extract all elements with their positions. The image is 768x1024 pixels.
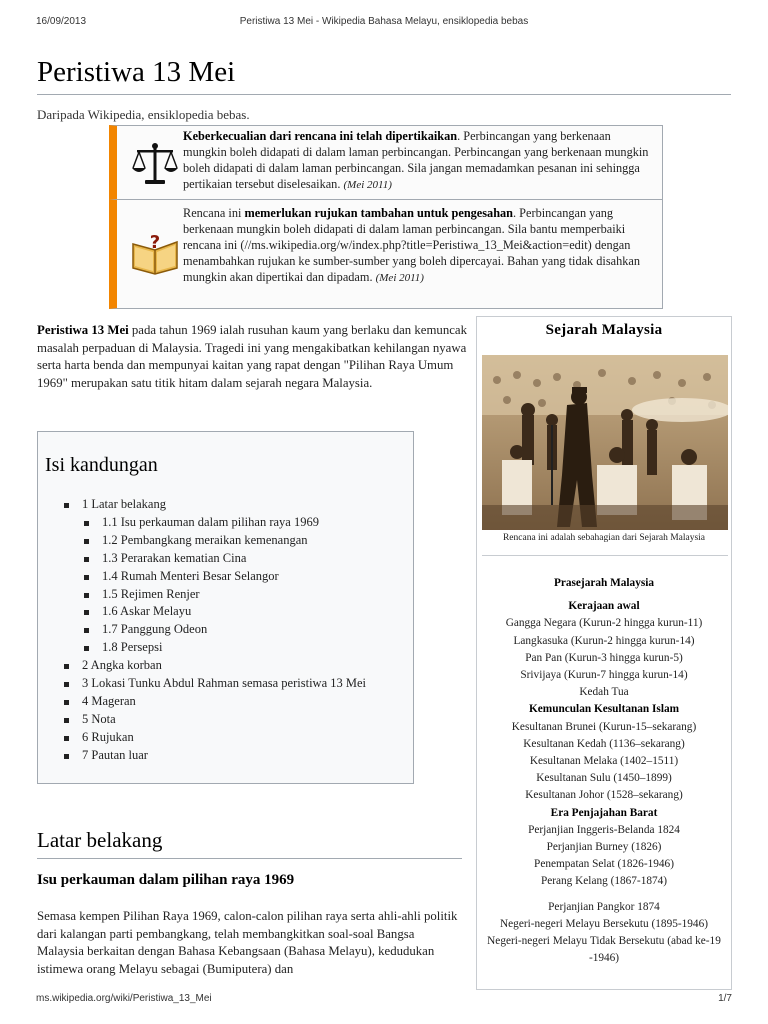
lead-paragraph <box>37 322 467 392</box>
print-date: 16/09/2013 <box>36 16 87 27</box>
infobox-link[interactable]: Kesultanan Melaka (1402–1511) <box>529 755 679 768</box>
table-of-contents <box>37 431 414 784</box>
refimprove-notice-body: . Perbincangan yang berkenaan mungkin boleh didapati di dalam laman perbincangan. Sila bantu memperbaiki rencana ini (//ms.wikipedia.org/w/index.php?title=Peristiwa_13_Mei&action=edit) dengan menambahkan rujukan ke sumber-sumber yang boleh dipercayai. Bahan yang tidak disahkan mungkin akan dipertikai dan dipadam. <box>183 206 640 284</box>
infobox-link[interactable]: Srivijaya (Kurun-7 hingga kurun-14) <box>520 669 688 682</box>
toc-item-label[interactable]: 6 Rujukan <box>82 729 134 744</box>
neutrality-notice-bold[interactable]: Keberkecualian dari rencana ini telah dipertikaikan <box>183 129 458 143</box>
infobox-title: Sejarah Malaysia <box>545 322 663 338</box>
lead-bold-term: Peristiwa 13 Mei <box>37 323 129 337</box>
print-page-title: Peristiwa 13 Mei - Wikipedia Bahasa Melayu, ensiklopedia bebas <box>239 16 529 27</box>
toc-item-label[interactable]: 5 Nota <box>82 711 116 726</box>
infobox-group-heading[interactable]: Kerajaan awal <box>568 600 640 613</box>
neutrality-notice-body: . Perbincangan yang berkenaan mungkin boleh didapati di dalam laman perbincangan. Perbincangan yang berkenaan mungkin boleh didapati di dalam laman perbincangan. Sila jangan memadamkan pesanan ini sehingga pertikaian tersebut diselesaikan. <box>183 129 649 191</box>
infobox-link[interactable]: Gangga Negara (Kurun-2 hingga kurun-11) <box>505 617 703 630</box>
toc-item-label[interactable]: 7 Pautan luar <box>82 747 148 762</box>
toc-item[interactable] <box>64 496 409 514</box>
print-page-number: 1/7 <box>718 993 732 1004</box>
toc-title: Isi kandungan <box>45 454 158 476</box>
toc-item[interactable] <box>64 747 409 765</box>
refimprove-notice-text <box>183 205 654 286</box>
scales-icon <box>129 138 181 190</box>
toc-item[interactable] <box>64 675 409 693</box>
infobox-link[interactable]: Kedah Tua <box>579 686 629 699</box>
toc-subitem[interactable]: 1.8 Persepsi <box>84 639 409 657</box>
spacer <box>477 891 731 899</box>
refimprove-notice-date: (Mei 2011) <box>375 272 424 284</box>
toc-item[interactable] <box>64 657 409 675</box>
toc-item-label[interactable]: 1 Latar belakang <box>82 497 166 511</box>
section-paragraph: Semasa kempen Pilihan Raya 1969, calon-calon pilihan raya serta ahli-ahli politik dari kalangan parti pembangkang, telah membangkitkan soal-soal Bangsa Malaysia berkaitan dengan Bahasa Kebangsaan (Bahasa Melayu), kedudukan istimewa orang Melayu sebagai (Bumiputera) dan <box>37 909 458 976</box>
infobox-group-heading[interactable]: Kemunculan Kesultanan Islam <box>528 703 680 716</box>
toc-subitem[interactable]: 1.5 Rejimen Renjer <box>84 586 409 604</box>
toc-subitem[interactable]: 1.7 Panggung Odeon <box>84 621 409 639</box>
section-divider <box>37 858 462 859</box>
infobox-link[interactable]: Perjanjian Inggeris-Belanda 1824 <box>528 823 680 836</box>
toc-subitem[interactable]: 1.4 Rumah Menteri Besar Selangor <box>84 568 409 586</box>
from-wikipedia-tagline: Daripada Wikipedia, ensiklopedia bebas. <box>37 107 250 122</box>
toc-item[interactable] <box>64 729 409 747</box>
toc-subitem[interactable]: 1.2 Pembangkang meraikan kemenangan <box>84 532 409 550</box>
svg-text:?: ? <box>149 232 161 253</box>
refimprove-notice-pre: Rencana ini <box>183 206 245 220</box>
toc-item[interactable] <box>64 693 409 711</box>
infobox-navigation <box>477 575 731 967</box>
infobox-link[interactable]: Negeri-negeri Melayu Tidak Bersekutu (abad ke-19 -1946) <box>487 935 721 965</box>
infobox-divider <box>482 555 728 556</box>
toc-sublist <box>84 514 409 657</box>
neutrality-notice-date: (Mei 2011) <box>343 179 392 191</box>
toc-subitem[interactable]: 1.3 Perarakan kematian Cina <box>84 550 409 568</box>
toc-subitem[interactable]: 1.1 Isu perkauman dalam pilihan raya 1969 <box>84 514 409 532</box>
infobox-group-heading[interactable]: Era Penjajahan Barat <box>550 806 658 819</box>
infobox-link[interactable]: Penempatan Selat (1826-1946) <box>534 858 674 871</box>
toc-item[interactable] <box>64 711 409 729</box>
infobox-group-heading[interactable]: Prasejarah Malaysia <box>553 577 655 589</box>
infobox-link[interactable]: Perjanjian Pangkor 1874 <box>548 900 660 913</box>
section-heading: Latar belakang <box>37 828 163 852</box>
question-book-icon <box>129 228 181 280</box>
print-url: ms.wikipedia.org/wiki/Peristiwa_13_Mei <box>36 993 212 1004</box>
refimprove-notice-bold[interactable]: memerlukan rujukan tambahan untuk pengesahan <box>244 206 514 220</box>
article-title: Peristiwa 13 Mei <box>37 56 236 88</box>
toc-list <box>64 496 409 765</box>
infobox-link[interactable]: Kesultanan Johor (1528–sekarang) <box>525 789 683 802</box>
infobox-link[interactable]: Negeri-negeri Melayu Bersekutu (1895-1946) <box>500 917 708 930</box>
infobox-link[interactable]: Kesultanan Kedah (1136–sekarang) <box>523 737 685 750</box>
refimprove-notice <box>109 200 663 309</box>
print-header <box>0 0 768 32</box>
neutrality-notice-text <box>183 128 654 193</box>
infobox-link[interactable]: Pan Pan (Kurun-3 hingga kurun-5) <box>525 651 683 664</box>
infobox-link[interactable]: Kesultanan Brunei (Kurun-15–sekarang) <box>511 720 697 733</box>
lead-text: pada tahun 1969 ialah rusuhan kaum yang berlaku dan kemuncak masalah perpaduan di Malaysia. Tragedi ini yang mengakibatkan kehilangan nyawa serta harta benda dan mempunyai kaitan yang rapat dengan "Pilihan Raya Umum 1969" merupakan satu titik hitam dalam sejarah negara Malaysia. <box>37 323 467 390</box>
infobox-link[interactable]: Langkasuka (Kurun-2 hingga kurun-14) <box>513 634 695 647</box>
infobox-sejarah-malaysia <box>476 316 732 990</box>
infobox-link[interactable]: Kesultanan Sulu (1450–1899) <box>536 772 672 785</box>
toc-item-label[interactable]: 2 Angka korban <box>82 658 162 673</box>
toc-item-label[interactable]: 4 Mageran <box>82 693 136 708</box>
subsection-heading: Isu perkauman dalam pilihan raya 1969 <box>37 872 295 888</box>
neutrality-notice <box>109 125 663 200</box>
toc-subitem[interactable]: 1.6 Askar Melayu <box>84 603 409 621</box>
title-divider <box>37 94 731 95</box>
historical-photo <box>482 355 728 530</box>
infobox-caption: Rencana ini adalah sebahagian dari Sejarah Malaysia <box>502 533 706 543</box>
infobox-link[interactable]: Perang Kelang (1867-1874) <box>540 875 668 888</box>
toc-item-label[interactable]: 3 Lokasi Tunku Abdul Rahman semasa peristiwa 13 Mei <box>82 676 367 691</box>
infobox-link[interactable]: Perjanjian Burney (1826) <box>546 841 662 854</box>
